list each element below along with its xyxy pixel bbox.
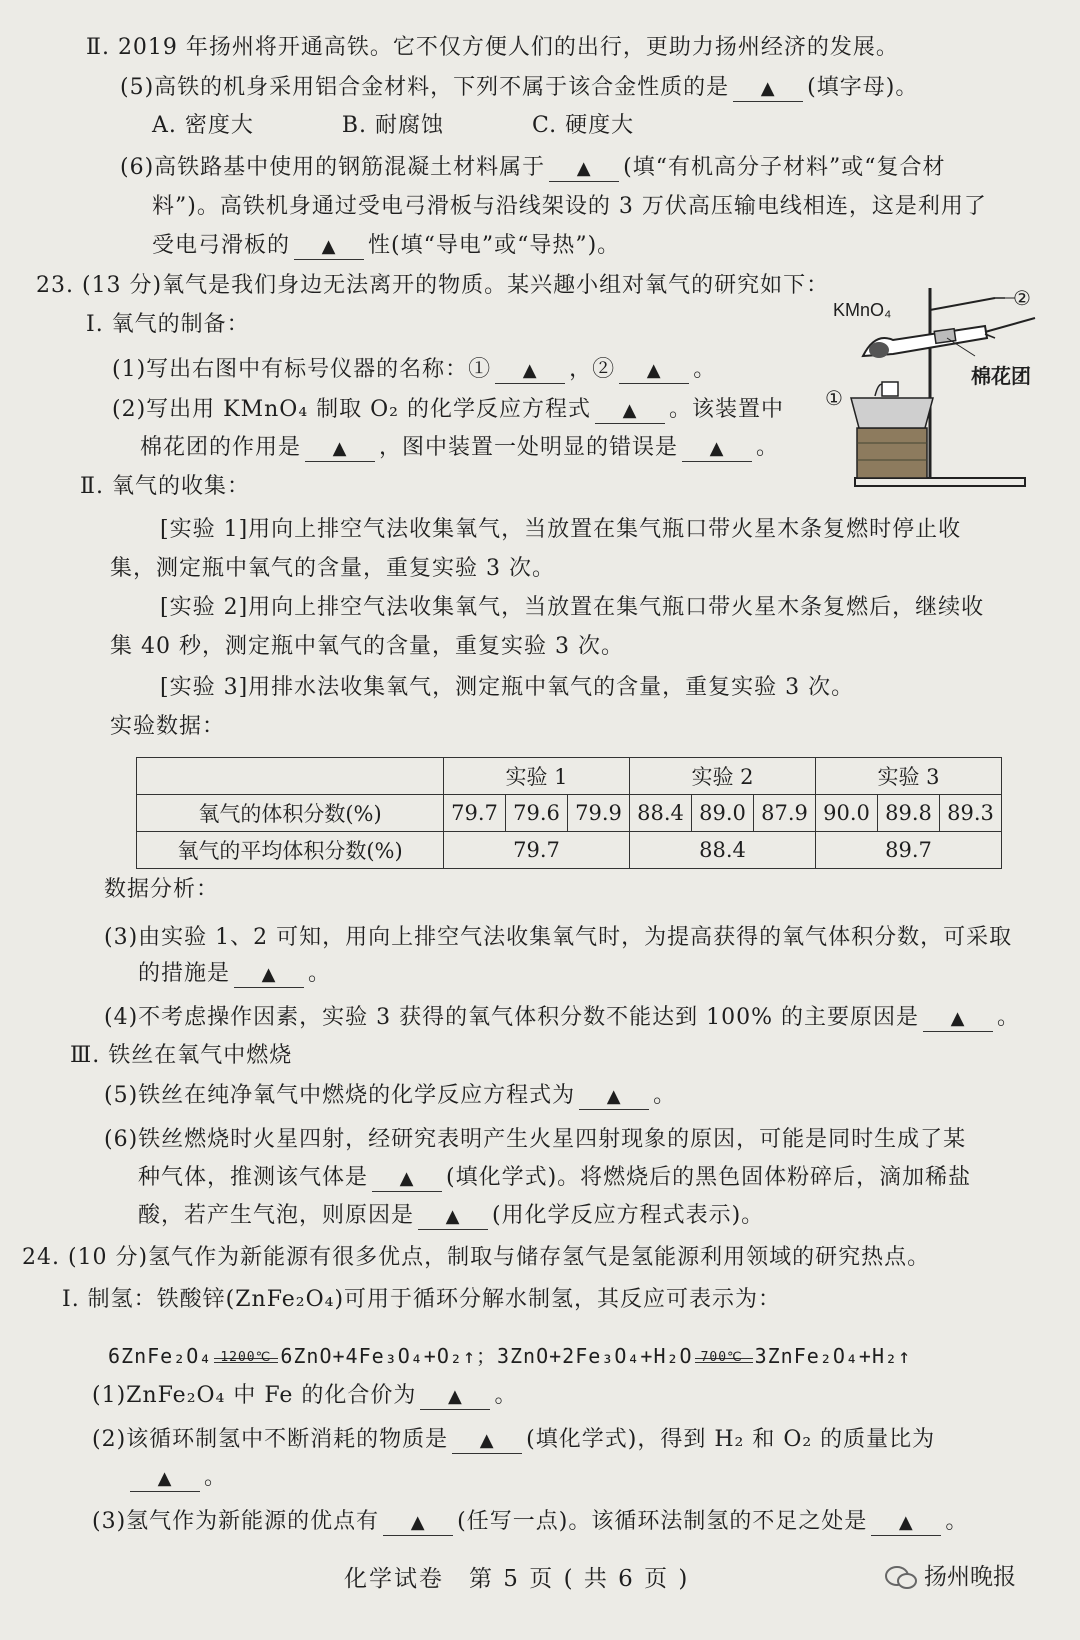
question-6: (6)高铁路基中使用的钢筋混凝土材料属于 ▲ (填“有机高分子材料”或“复合材 [120, 155, 946, 180]
table-header-cell: 实验 2 [630, 758, 816, 795]
options [152, 110, 634, 142]
q23-6-cont2: 酸，若产生气泡，则原因是 ▲ (用化学反应方程式表示)。 [138, 1203, 765, 1228]
answer-blank[interactable]: ▲ [619, 358, 689, 384]
experiment-1-cont: 集，测定瓶中氧气的含量，重复实验 3 次。 [110, 556, 555, 581]
q24-1: (1)ZnFe₂O₄ 中 Fe 的化合价为 ▲ 。 [92, 1383, 518, 1408]
label-2: ② [1013, 286, 1031, 310]
row-label: 氧气的平均体积分数(%) [137, 832, 444, 869]
table-header-row [137, 758, 1002, 795]
watermark-logo [884, 1558, 1016, 1591]
answer-blank[interactable]: ▲ [452, 1428, 522, 1454]
table-header-cell [137, 758, 444, 795]
page-footer: 化学试卷 第 5 页 ( 共 6 页 ) [344, 1566, 690, 1592]
cotton-label: 棉花团 [971, 364, 1031, 388]
row-label: 氧气的体积分数(%) [137, 795, 444, 832]
section-heading: Ⅱ. 2019 年扬州将开通高铁。它不仅方便人们的出行，更助力扬州经济的发展。 [86, 35, 899, 60]
experiment-2: [实验 2]用向上排空气法收集氧气，当放置在集气瓶口带火星木条复燃后，继续收 [160, 595, 985, 620]
table-row [137, 832, 1002, 869]
answer-blank[interactable]: ▲ [549, 156, 619, 182]
option-b: B. 耐腐蚀 [341, 113, 445, 138]
question-6-cont2: 受电弓滑板的 ▲ 性(填“导电”或“导热”)。 [152, 233, 621, 258]
experiment-1: [实验 1]用向上排空气法收集氧气，当放置在集气瓶口带火星木条复燃时停止收 [160, 517, 962, 542]
q23-2: (2)写出用 KMnO₄ 制取 O₂ 的化学反应方程式 ▲ 。该装置中 [112, 397, 784, 422]
kmno4-label: KMnO₄ [833, 300, 892, 320]
wechat-icon [884, 1565, 918, 1591]
answer-blank[interactable]: ▲ [420, 1384, 490, 1410]
answer-blank[interactable]: ▲ [595, 398, 665, 424]
q23-3-cont: 的措施是 ▲ 。 [138, 961, 332, 986]
answer-blank[interactable]: ▲ [130, 1466, 200, 1492]
reaction-arrow: 1200℃ [214, 1360, 278, 1363]
answer-blank[interactable]: ▲ [418, 1204, 488, 1230]
q23-2-cont: 棉花团的作用是 ▲ ，图中装置一处明显的错误是 ▲ 。 [140, 435, 780, 460]
part-1-heading-24: Ⅰ. 制氢：铁酸锌(ZnFe₂O₄)可用于循环分解水制氢，其反应可表示为： [62, 1287, 782, 1312]
question-5: (5)高铁的机身采用铝合金材料，下列不属于该合金性质的是 ▲ (填字母)。 [120, 75, 919, 100]
table-cell: 89.0 [692, 795, 754, 832]
answer-blank[interactable]: ▲ [305, 436, 375, 462]
answer-blank[interactable]: ▲ [923, 1006, 993, 1032]
part-1-heading: Ⅰ. 氧气的制备： [86, 312, 250, 337]
option-a: A. 密度大 [152, 113, 254, 138]
q23-1: (1)写出右图中有标号仪器的名称：① ▲ ，② ▲ 。 [112, 357, 717, 382]
brand-name: 扬州晚报 [924, 1564, 1016, 1590]
analysis-heading: 数据分析： [104, 877, 220, 902]
data-heading: 实验数据： [110, 714, 226, 739]
part-2-heading: Ⅱ. 氧气的收集： [80, 474, 250, 499]
question-24-title: 24. (10 分)氢气作为新能源有很多优点，制取与储存氢气是氢能源利用领域的研究热点。 [22, 1245, 931, 1270]
table-cell: 79.7 [444, 832, 630, 869]
answer-blank[interactable]: ▲ [871, 1510, 941, 1536]
reaction-equations: 6ZnFe₂O₄ 1200℃ 6ZnO+4Fe₃O₄+O₂↑；3ZnO+2Fe₃O₄+H₂O 700℃ 3ZnFe₂O₄+H₂↑ [108, 1344, 912, 1368]
answer-blank[interactable]: ▲ [682, 436, 752, 462]
table-cell: 87.9 [754, 795, 816, 832]
answer-blank[interactable]: ▲ [294, 234, 364, 260]
answer-blank[interactable]: ▲ [372, 1166, 442, 1192]
q23-6-cont: 种气体，推测该气体是 ▲ (填化学式)。将燃烧后的黑色固体粉碎后，滴加稀盐 [138, 1165, 972, 1190]
q23-6: (6)铁丝燃烧时火星四射，经研究表明产生火星四射现象的原因，可能是同时生成了某 [104, 1127, 967, 1152]
experiment-data-table [136, 757, 1002, 869]
experiment-2-cont: 集 40 秒，测定瓶中氧气的含量，重复实验 3 次。 [110, 634, 624, 659]
answer-blank[interactable]: ▲ [579, 1084, 649, 1110]
option-c: C. 硬度大 [532, 113, 635, 138]
answer-blank[interactable]: ▲ [733, 76, 803, 102]
q24-3: (3)氢气作为新能源的优点有 ▲ (任写一点)。该循环法制氢的不足之处是 ▲ 。 [92, 1509, 969, 1534]
q23-4: (4)不考虑操作因素，实验 3 获得的氧气体积分数不能达到 100% 的主要原因是 ▲ 。 [104, 1005, 1021, 1030]
table-header-cell: 实验 3 [816, 758, 1002, 795]
oxygen-apparatus-diagram [825, 278, 1045, 498]
table-cell: 89.3 [940, 795, 1002, 832]
table-cell: 88.4 [630, 832, 816, 869]
table-cell: 89.8 [878, 795, 940, 832]
table-cell: 79.9 [568, 795, 630, 832]
reaction-arrow: 700℃ [695, 1360, 753, 1363]
q23-3: (3)由实验 1、2 可知，用向上排空气法收集氧气时，为提高获得的氧气体积分数，可采取 [104, 925, 1013, 950]
q23-5: (5)铁丝在纯净氧气中燃烧的化学反应方程式为 ▲ 。 [104, 1083, 677, 1108]
table-cell: 79.7 [444, 795, 506, 832]
answer-blank[interactable]: ▲ [495, 358, 565, 384]
table-row [137, 795, 1002, 832]
table-header-cell: 实验 1 [444, 758, 630, 795]
table-cell: 79.6 [506, 795, 568, 832]
label-1: ① [825, 386, 843, 410]
answer-blank[interactable]: ▲ [383, 1510, 453, 1536]
table-cell: 88.4 [630, 795, 692, 832]
q24-2: (2)该循环制氢中不断消耗的物质是 ▲ (填化学式)，得到 H₂ 和 O₂ 的质量比为 [92, 1427, 936, 1452]
question-6-cont: 料”)。高铁机身通过受电弓滑板与沿线架设的 3 万伏高压输电线相连，这是利用了 [152, 194, 987, 219]
question-23-title: 23. (13 分)氧气是我们身边无法离开的物质。某兴趣小组对氧气的研究如下： [36, 273, 830, 298]
answer-blank[interactable]: ▲ [234, 962, 304, 988]
experiment-3: [实验 3]用排水法收集氧气，测定瓶中氧气的含量，重复实验 3 次。 [160, 675, 855, 700]
q24-2-cont: ▲ 。 [126, 1462, 227, 1494]
table-cell: 90.0 [816, 795, 878, 832]
table-cell: 89.7 [816, 832, 1002, 869]
part-3-heading: Ⅲ. 铁丝在氧气中燃烧 [70, 1043, 293, 1068]
